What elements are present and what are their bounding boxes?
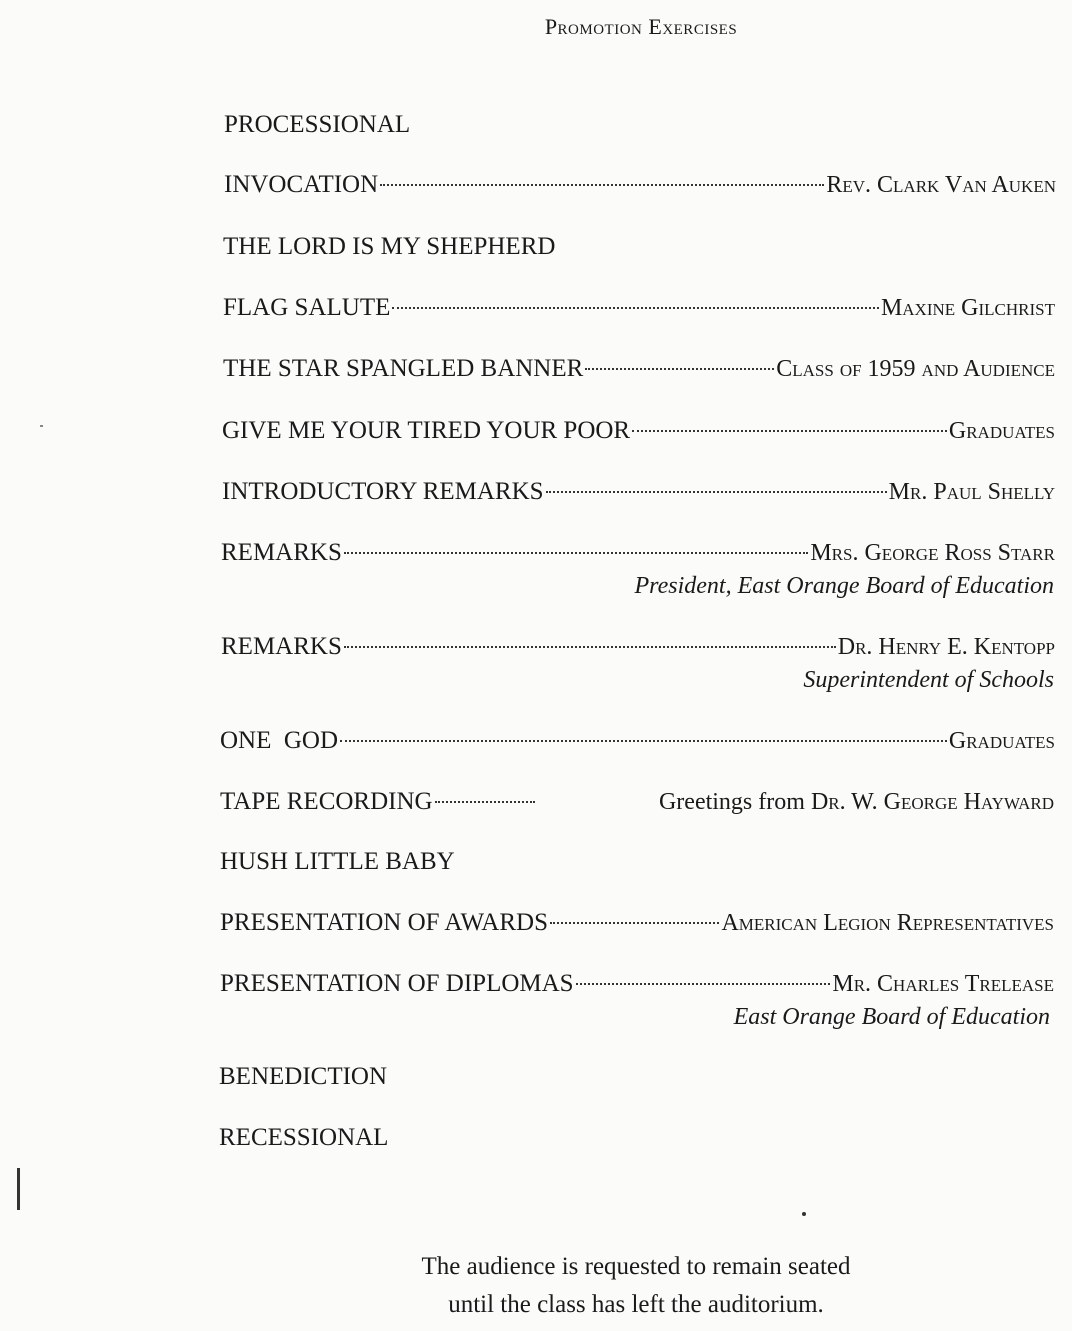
program-item	[223, 293, 1055, 323]
item-label: RECESSIONAL	[219, 1124, 389, 1151]
item-performer-title: East Orange Board of Education	[733, 1004, 1050, 1030]
item-label: PROCESSIONAL	[224, 111, 411, 138]
item-label: REMARKS	[221, 633, 342, 660]
program-item	[220, 787, 1054, 817]
item-performer-prefix: Greetings from	[658, 789, 805, 815]
item-label: INTRODUCTORY REMARKS	[222, 478, 544, 505]
program-item	[220, 969, 1054, 999]
item-performer: American Legion Representatives	[721, 910, 1054, 936]
footer-line: until the class has left the auditorium.	[448, 1291, 824, 1318]
item-label: THE LORD IS MY SHEPHERD	[223, 233, 556, 260]
footer-line: The audience is requested to remain seated	[421, 1253, 851, 1280]
item-label: INVOCATION	[224, 171, 379, 198]
dot-leader	[546, 491, 887, 493]
scan-mark	[17, 1168, 20, 1210]
item-label: ONE GOD	[220, 727, 339, 754]
item-performer: Mr. Charles Trelease	[832, 971, 1054, 997]
program-item	[220, 847, 1050, 877]
program-item	[223, 354, 1055, 384]
item-label: REMARKS	[221, 539, 342, 566]
program-item	[224, 110, 1054, 140]
item-performer-title: President, East Orange Board of Education	[634, 573, 1054, 599]
item-label: PRESENTATION OF DIPLOMAS	[220, 970, 574, 997]
item-performer-title: Superintendent of Schools	[803, 667, 1054, 693]
program-item	[221, 632, 1055, 662]
dot-leader	[380, 184, 824, 186]
footer-note	[0, 1248, 1072, 1324]
item-performer: Class of 1959 and Audience	[776, 356, 1055, 382]
dot-leader	[340, 740, 947, 742]
item-performer: Dr. Henry E. Kentopp	[837, 634, 1055, 660]
item-performer: Graduates	[948, 728, 1055, 754]
scan-dot	[802, 1212, 806, 1216]
item-label: THE STAR SPANGLED BANNER	[223, 355, 584, 382]
item-performer: Graduates	[948, 418, 1055, 444]
scan-dot	[40, 425, 43, 427]
dot-leader	[550, 922, 719, 924]
item-performer-name: Dr. W. George Hayward	[810, 789, 1054, 815]
program-item	[222, 477, 1055, 507]
item-label: TAPE RECORDING	[220, 788, 433, 815]
dot-leader	[632, 430, 947, 432]
item-label: BENEDICTION	[219, 1063, 388, 1090]
dot-leader	[435, 801, 535, 803]
program-item	[220, 908, 1054, 938]
item-performer: Rev. Clark Van Auken	[826, 172, 1056, 198]
item-performer: Maxine Gilchrist	[880, 295, 1055, 321]
dot-leader	[576, 983, 831, 985]
dot-leader	[392, 307, 879, 309]
dot-leader	[344, 646, 836, 648]
page-title: Promotion Exercises	[544, 14, 738, 39]
dot-leader	[344, 552, 808, 554]
item-performer	[537, 787, 1054, 817]
program-item	[222, 416, 1055, 446]
program-item	[223, 232, 1053, 262]
program-item	[219, 1062, 1049, 1092]
program-item	[219, 1123, 1049, 1153]
program-item	[224, 170, 1056, 200]
item-performer: Mrs. George Ross Starr	[810, 540, 1055, 566]
item-label: FLAG SALUTE	[223, 294, 391, 321]
program-item	[220, 726, 1055, 756]
dot-leader	[585, 368, 774, 370]
program-item	[221, 538, 1055, 568]
item-label: GIVE ME YOUR TIRED YOUR POOR	[222, 417, 631, 444]
item-label: HUSH LITTLE BABY	[220, 848, 455, 875]
item-label: PRESENTATION OF AWARDS	[220, 909, 548, 936]
item-performer: Mr. Paul Shelly	[888, 479, 1055, 505]
